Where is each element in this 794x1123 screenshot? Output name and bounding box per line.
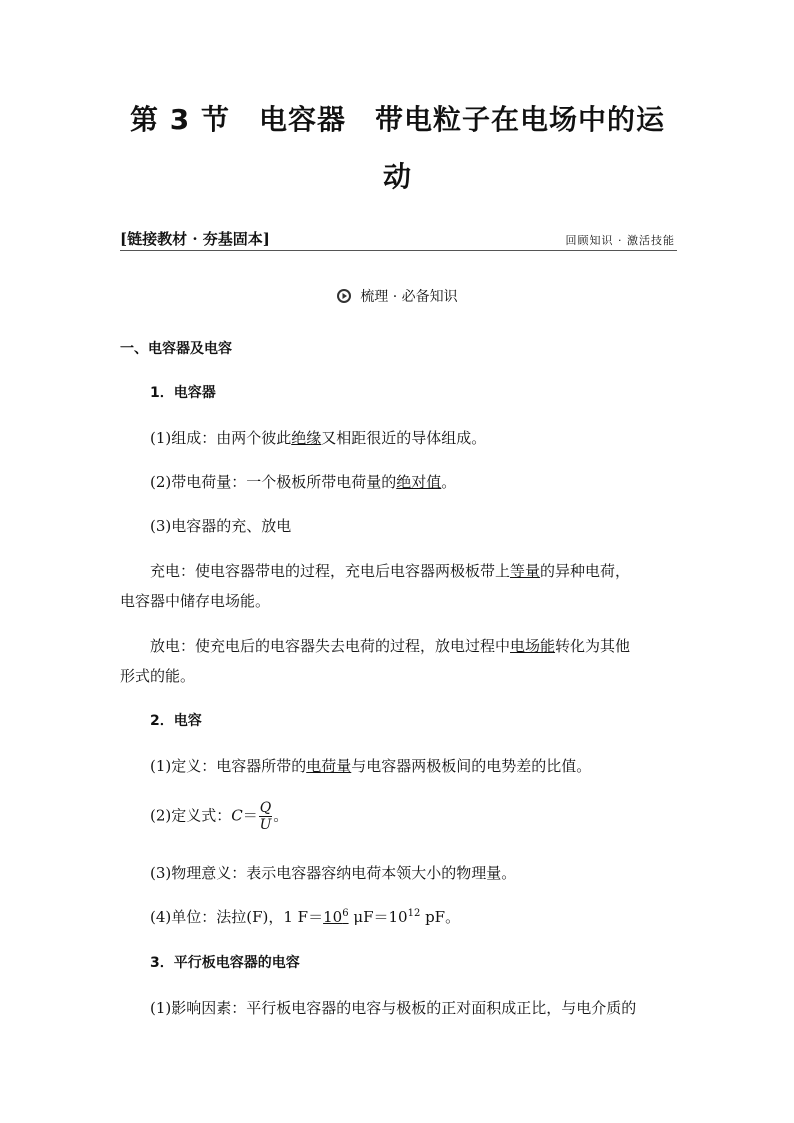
paragraph-discharging-cont: 形式的能。 [120, 667, 196, 685]
text: 充电：使电容器带电的过程，充电后电容器两极板带上 [150, 562, 511, 580]
paragraph-factors: (1)影响因素：平行板电容器的电容与极板的正对面积成正比，与电介质的 [150, 999, 637, 1017]
chapter-title-line-2: 动 [382, 160, 412, 193]
play-circle-icon [336, 288, 352, 304]
paragraph-physical-meaning: (3)物理意义：表示电容器容纳电荷本领大小的物理量。 [150, 864, 517, 882]
underlined-answer: 绝缘 [291, 429, 322, 447]
underlined-answer: 绝对值 [396, 473, 442, 491]
section-heading [0, 286, 794, 306]
fraction-denominator: U [259, 817, 272, 833]
text: (1)定义：电容器所带的 [150, 757, 307, 775]
power-base: 10 [323, 908, 343, 926]
heading-capacitance: 2．电容 [150, 713, 202, 729]
underlined-answer: 电场能 [510, 637, 556, 655]
underlined-answer: 电荷量 [306, 757, 352, 775]
text: 。 [441, 473, 457, 491]
text: 与电容器两极板间的电势差的比值。 [351, 757, 592, 775]
text: (2)定义式： [150, 806, 232, 825]
heading-capacitor-and-capacitance: 一、电容器及电容 [120, 341, 232, 357]
equals-sign: ＝ [242, 806, 258, 825]
text: (1)组成：由两个彼此 [150, 429, 292, 447]
text: pF。 [420, 908, 461, 926]
text: 。 [273, 806, 289, 825]
paragraph-formula [120, 800, 710, 833]
formula-fraction [259, 800, 272, 833]
section-heading-text: 梳理 · 必备知识 [360, 289, 458, 305]
heading-capacitor: 1．电容器 [150, 385, 216, 401]
paragraph-charging-cont: 电容器中储存电场能。 [120, 592, 271, 610]
text: (2)带电荷量：一个极板所带电荷量的 [150, 473, 397, 491]
text: μF＝10 [348, 908, 408, 926]
chapter-title-line-1: 第 3 节 电容器 带电粒子在电场中的运 [130, 103, 665, 136]
underlined-answer: 等量 [510, 562, 541, 580]
section-banner [120, 228, 677, 251]
paragraph-definition [120, 755, 710, 776]
paragraph-unit [120, 906, 710, 927]
underlined-answer [323, 908, 348, 926]
formula-variable: C [231, 806, 243, 825]
text: (4)单位：法拉(F)，1 F＝ [150, 908, 324, 926]
text: 放电：使充电后的电容器失去电荷的过程，放电过程中 [150, 637, 511, 655]
paragraph-discharging [120, 635, 710, 656]
text: 的异种电荷， [540, 562, 631, 580]
paragraph-composition [120, 427, 710, 448]
banner-left-label: [链接教材 · 夯基固本] [120, 230, 270, 248]
text: 又相距很近的导体组成。 [321, 429, 487, 447]
paragraph-charge [120, 471, 710, 492]
text: 转化为其他 [555, 637, 631, 655]
banner-right-label: 回顾知识 · 激活技能 [565, 234, 675, 247]
paragraph-charging [120, 560, 710, 581]
heading-parallel-plate: 3．平行板电容器的电容 [150, 955, 300, 971]
fraction-numerator: Q [259, 800, 272, 816]
power-exponent: 12 [407, 908, 421, 919]
paragraph-charge-discharge: (3)电容器的充、放电 [150, 517, 292, 535]
power-exponent: 6 [342, 908, 349, 919]
